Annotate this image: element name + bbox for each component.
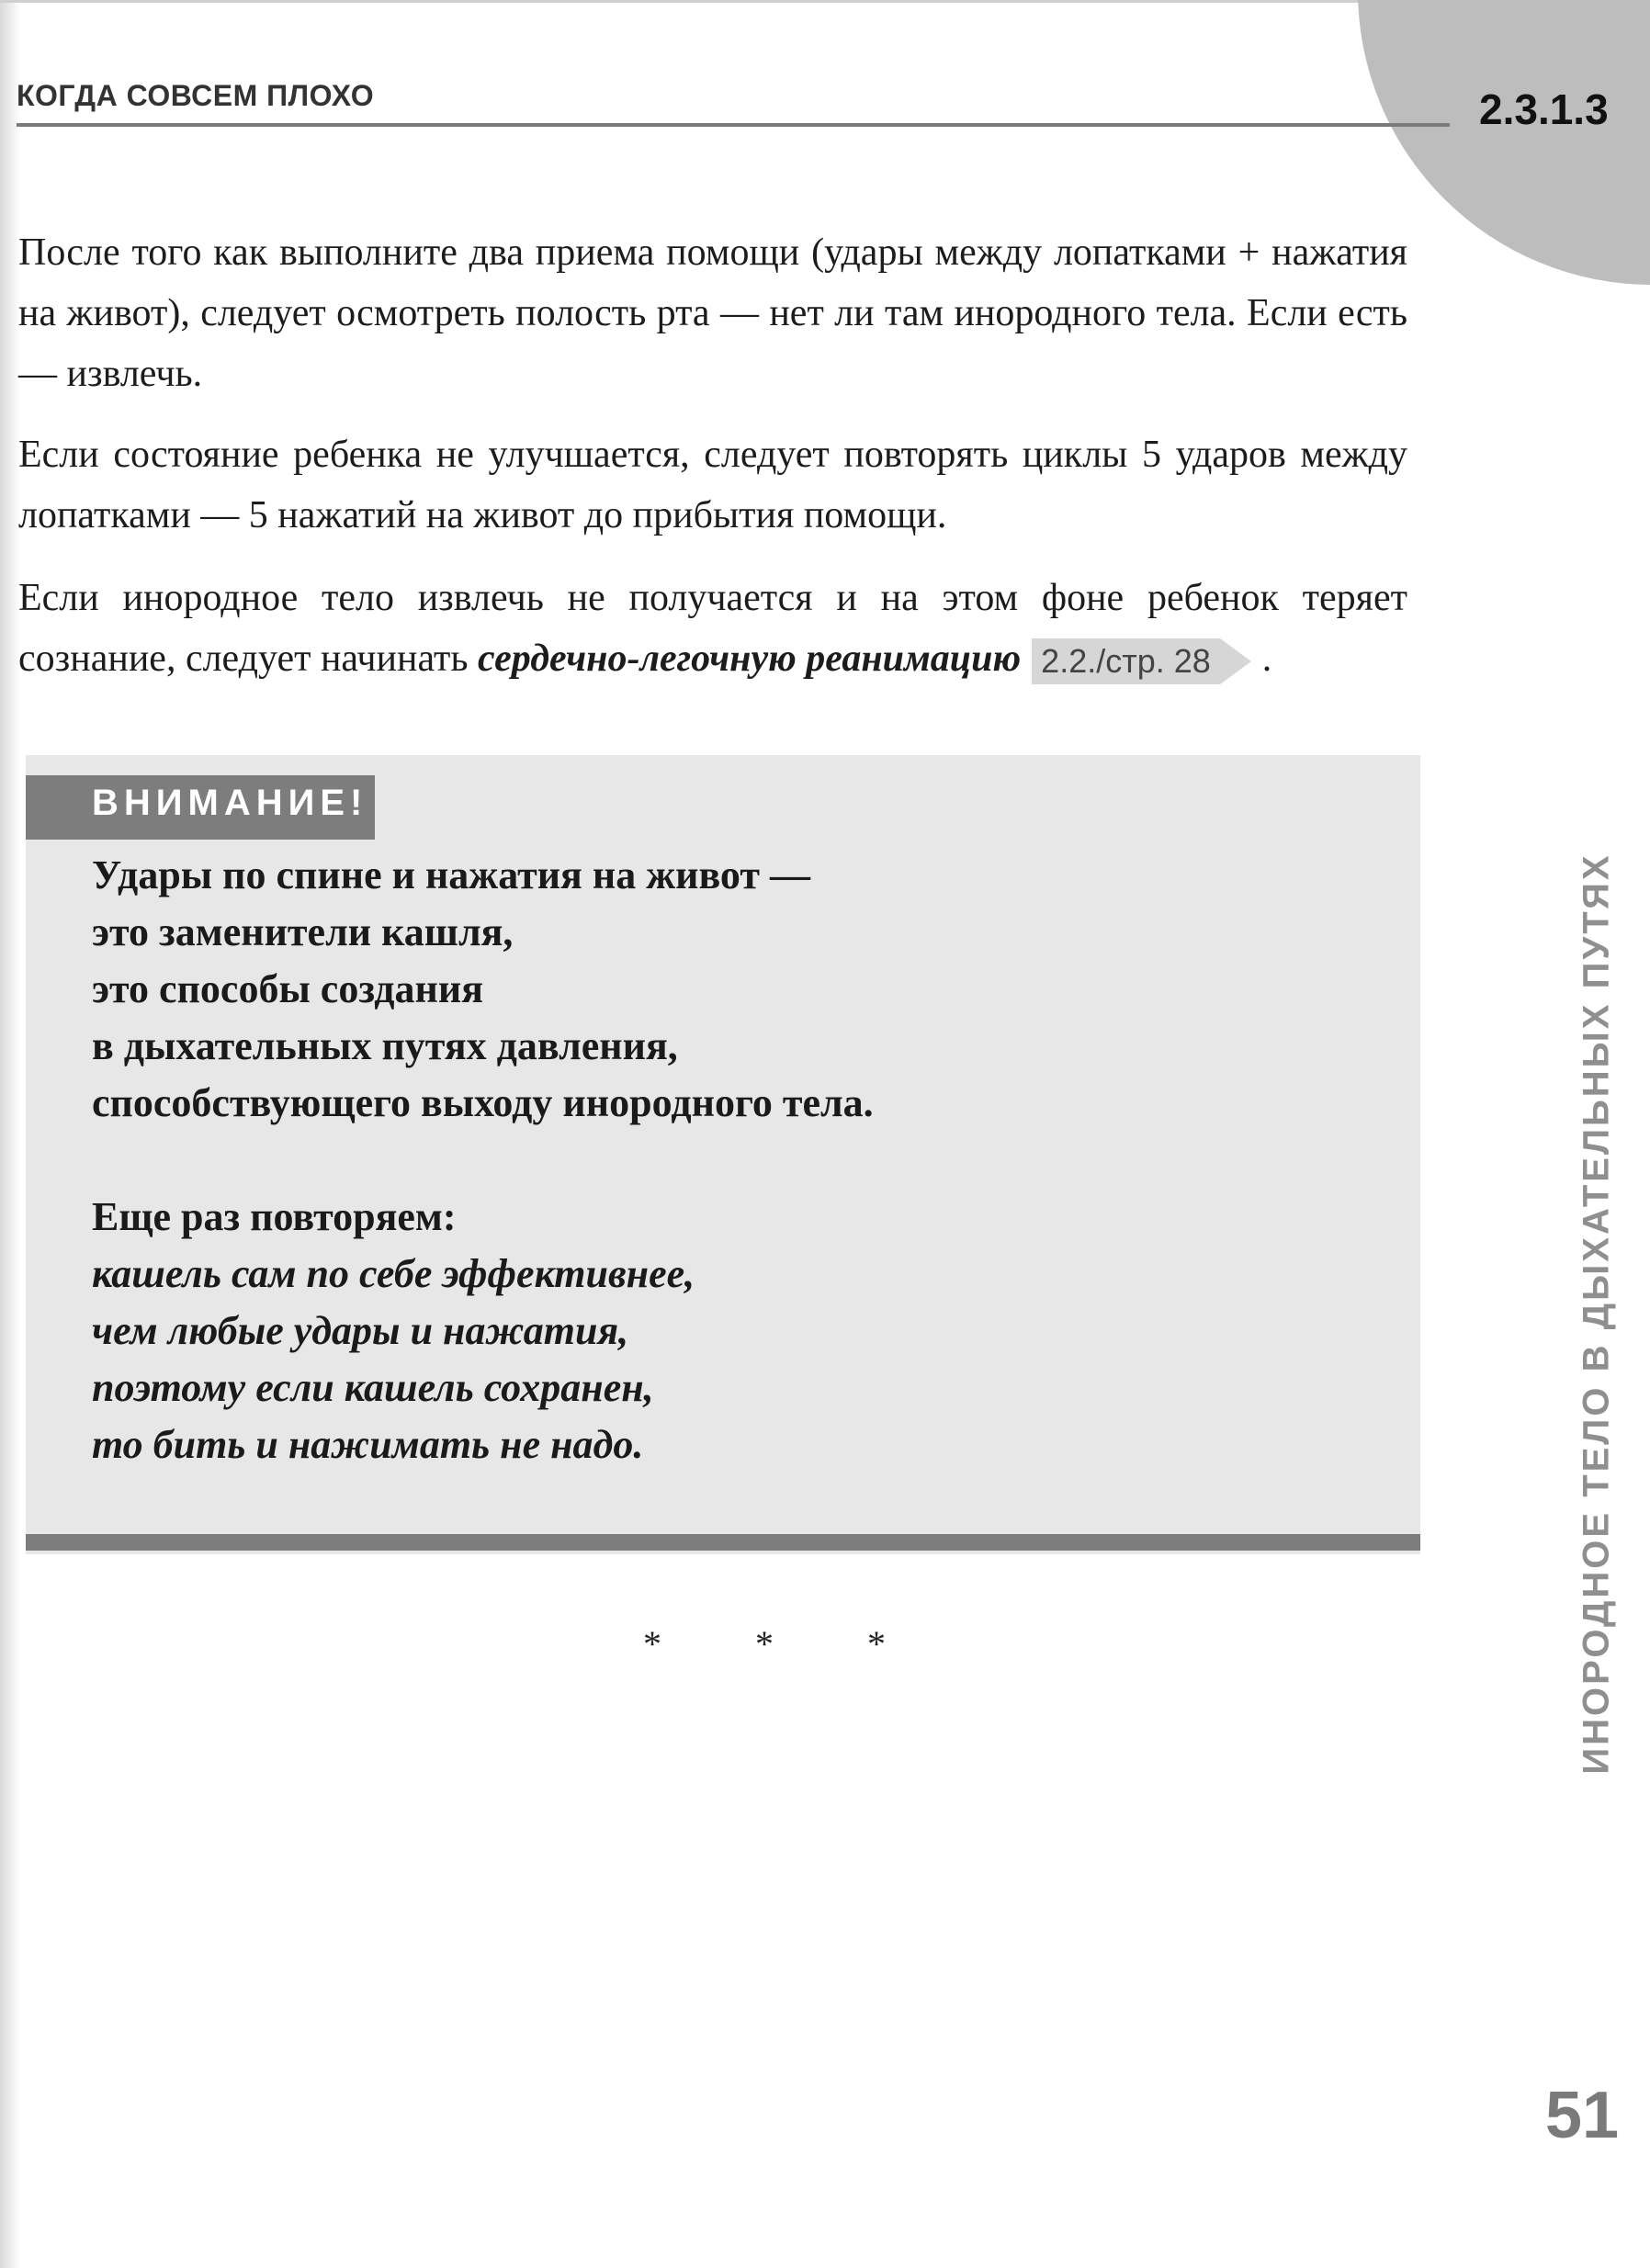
cpr-text: Если инородное тело извлечь не получается и на этом фоне ребенок теряет сознание, следует начинать bbox=[18, 577, 1407, 680]
cross-reference-arrow[interactable]: 2.2./стр. 28 bbox=[1032, 638, 1220, 684]
attention-line: Удары по спине и нажатия на живот — bbox=[92, 852, 810, 897]
paragraph-repeat-cycles: Если состояние ребенка не улучшается, следует повторять циклы 5 ударов между лопатками — 5 нажатий на живот до прибытия помощи. bbox=[18, 434, 1407, 536]
page-number: 51 bbox=[1545, 2079, 1620, 2152]
attention-line: способствующего выходу инородного тела. bbox=[92, 1080, 874, 1125]
paragraph-cpr bbox=[18, 568, 1407, 689]
attention-line: в дыхательных путях давления, bbox=[92, 1023, 678, 1068]
running-head: КОГДА СОВСЕМ ПЛОХО bbox=[17, 79, 375, 112]
attention-line: это способы создания bbox=[92, 966, 483, 1011]
section-number: 2.3.1.3 bbox=[1479, 85, 1609, 133]
attention-gap bbox=[92, 1132, 1378, 1189]
page-gutter-shadow bbox=[0, 0, 20, 2268]
section-separator: * * * bbox=[643, 1623, 928, 1664]
repeat-line: чем любые удары и нажатия, bbox=[92, 1308, 629, 1353]
header-rule bbox=[17, 123, 1450, 127]
repeat-line: то бить и нажимать не надо. bbox=[92, 1422, 644, 1467]
chapter-side-title: ИНОРОДНОЕ ТЕЛО В ДЫХАТЕЛЬНЫХ ПУТЯХ bbox=[1576, 852, 1617, 1775]
cpr-end: . bbox=[1261, 638, 1272, 680]
repeat-line: поэтому если кашель сохранен, bbox=[92, 1365, 654, 1410]
attention-label: ВНИМАНИЕ! bbox=[92, 783, 368, 823]
paragraph-mouth-check: После того как выполните два приема помощи (удары между лопатками + нажатия на живот), следует осмотреть полость рта — нет ли там инородного тела. Если есть — извлечь. bbox=[18, 231, 1407, 395]
repeat-line: кашель сам по себе эффективнее, bbox=[92, 1251, 695, 1296]
top-edge-line bbox=[0, 0, 1378, 3]
attention-line: это заменители кашля, bbox=[92, 909, 514, 954]
repeat-heading: Еще раз повторяем: bbox=[92, 1194, 457, 1239]
attention-bottom-rule bbox=[26, 1534, 1420, 1551]
attention-box bbox=[26, 755, 1420, 1554]
cpr-emphasis: сердечно-легочную реанимацию bbox=[478, 638, 1022, 680]
attention-text bbox=[92, 847, 1378, 1473]
